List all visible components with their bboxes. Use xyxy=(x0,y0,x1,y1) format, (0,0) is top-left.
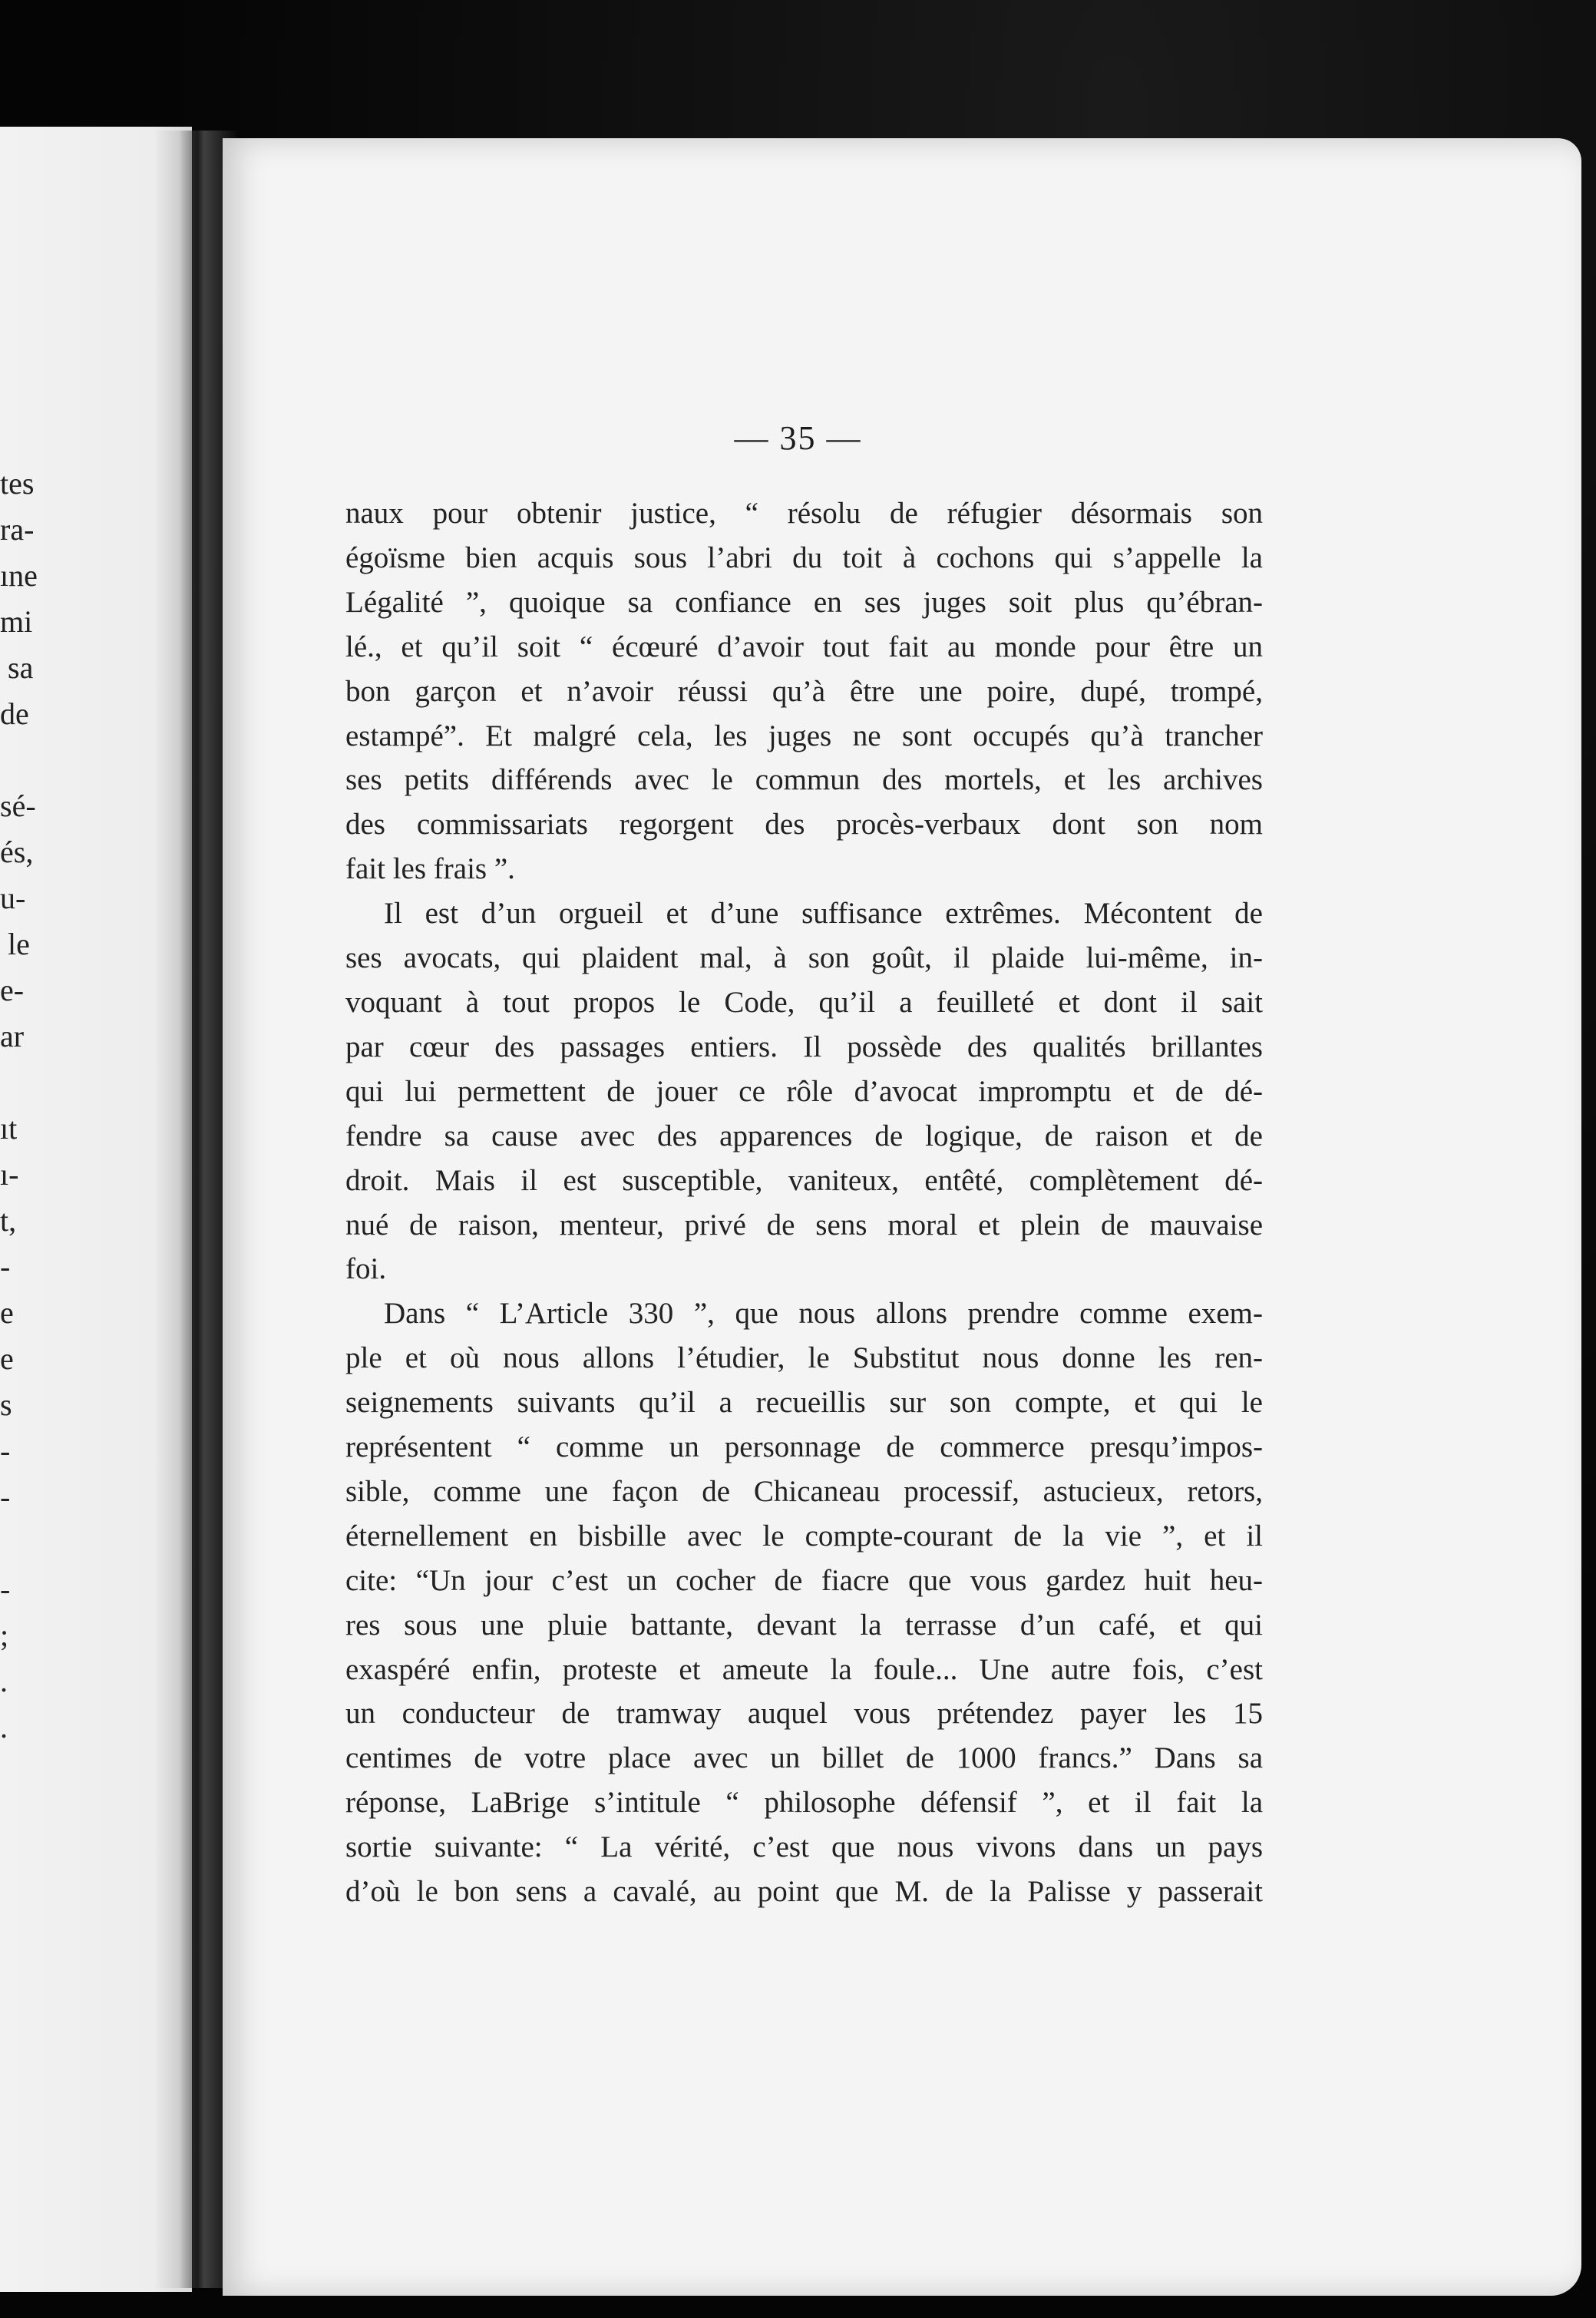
text-line: estampé”. Et malgré cela, les juges ne sont occupés qu’à trancher xyxy=(345,719,1263,752)
left-page-fragment: ıt xyxy=(0,1111,18,1146)
left-page-fragment: e xyxy=(0,1295,14,1330)
left-page-fragment: ıne xyxy=(0,558,38,593)
text-line: représentent “ comme un personnage de commerce presqu’impos- xyxy=(345,1430,1263,1464)
left-page-fragment: le xyxy=(8,927,30,961)
paragraph-2 xyxy=(345,891,1263,1291)
left-page-fragment: de xyxy=(0,696,29,731)
text-line: res sous une pluie battante, devant la terrasse d’un café, et qui xyxy=(345,1608,1263,1642)
page-number: — 35 — xyxy=(734,419,862,457)
text-line: sible, comme une façon de Chicaneau processif, astucieux, retors, xyxy=(345,1474,1263,1508)
text-line: lé., et qu’il soit “ écœuré d’avoir tout fait au monde pour être un xyxy=(345,630,1263,663)
text-line: un conducteur de tramway auquel vous prétendez payer les 15 xyxy=(345,1697,1263,1731)
text-line: ses petits différends avec le commun des mortels, et les archives xyxy=(345,763,1263,797)
text-line: sortie suivante: “ La vérité, c’est que nous vivons dans un pays xyxy=(345,1830,1263,1864)
left-page-fragment: t, xyxy=(0,1203,17,1238)
paragraph-1 xyxy=(345,491,1263,891)
left-page-fragment: - xyxy=(0,1480,11,1514)
text-line: d’où le bon sens a cavalé, au point que M. de la Palisse y passerait xyxy=(345,1875,1263,1909)
text-line: Légalité ”, quoique sa confiance en ses juges soit plus qu’ébran- xyxy=(345,585,1263,619)
text-line: exaspéré enfin, proteste et ameute la foule... Une autre fois, c’est xyxy=(345,1652,1263,1686)
text-line: Il est d’un orgueil et d’une suffisance extrêmes. Mécontent de xyxy=(384,897,1263,931)
left-page-fragment: ; xyxy=(0,1618,9,1652)
text-line: nué de raison, menteur, privé de sens moral et plein de mauvaise xyxy=(345,1208,1263,1242)
left-page-fragment: ı- xyxy=(0,1157,19,1192)
text-line: fait les frais ”. xyxy=(345,852,515,886)
text-line: ses avocats, qui plaident mal, à son goût, il plaide lui-même, in- xyxy=(345,941,1263,975)
left-page-fragment: - xyxy=(0,1572,11,1606)
left-page-fragment: e xyxy=(0,1341,14,1376)
left-page-fragment: mi xyxy=(0,604,33,639)
text-line: droit. Mais il est susceptible, vaniteux, entêté, complètement dé- xyxy=(345,1163,1263,1197)
left-page-fragment: ar xyxy=(0,1019,25,1053)
text-line: naux pour obtenir justice, “ résolu de réfugier désormais son xyxy=(345,497,1263,530)
left-page-fragment: . xyxy=(0,1664,8,1698)
left-page-fragment: s xyxy=(0,1387,12,1422)
left-page-fragment: sa xyxy=(8,650,34,685)
left-page-fragment: . xyxy=(0,1710,8,1744)
left-page-fragment: sé- xyxy=(0,789,36,823)
page-body-text xyxy=(345,491,1263,1914)
text-line: seignements suivants qu’il a recueillis sur son compte, et qui le xyxy=(345,1386,1263,1420)
text-line: foi. xyxy=(345,1252,387,1286)
text-line: Dans “ L’Article 330 ”, que nous allons prendre comme exem- xyxy=(384,1297,1263,1331)
left-page-fragment: tes xyxy=(0,466,35,501)
text-line: qui lui permettent de jouer ce rôle d’avocat impromptu et de dé- xyxy=(345,1074,1263,1108)
left-page-fragment: u- xyxy=(0,881,26,915)
left-page-fragment: e- xyxy=(0,973,25,1007)
text-line: égoïsme bien acquis sous l’abri du toit à cochons qui s’appelle la xyxy=(345,541,1263,574)
text-line: voquant à tout propos le Code, qu’il a feuilleté et dont il sait xyxy=(345,985,1263,1019)
text-line: par cœur des passages entiers. Il possède des qualités brillantes xyxy=(345,1030,1263,1063)
text-line: réponse, LaBrige s’intitule “ philosophe défensif ”, et il fait la xyxy=(345,1786,1263,1820)
text-line: des commissariats regorgent des procès-verbaux dont son nom xyxy=(345,808,1263,842)
left-page-fragment: - xyxy=(0,1249,11,1284)
left-page-fragment: - xyxy=(0,1433,11,1468)
text-line: éternellement en bisbille avec le compte-courant de la vie ”, et il xyxy=(345,1519,1263,1552)
paragraph-3 xyxy=(345,1291,1263,1914)
text-line: centimes de votre place avec un billet de 1000 francs.” Dans sa xyxy=(345,1741,1263,1775)
text-line: ple et où nous allons l’étudier, le Substitut nous donne les ren- xyxy=(345,1341,1263,1375)
text-line: cite: “Un jour c’est un cocher de fiacre que vous gardez huit heu- xyxy=(345,1563,1263,1597)
left-page-fragment: és, xyxy=(0,835,34,869)
text-line: fendre sa cause avec des apparences de logique, de raison et de xyxy=(345,1119,1263,1152)
left-page-fragment: ra- xyxy=(0,512,35,547)
text-line: bon garçon et n’avoir réussi qu’à être une poire, dupé, trompé, xyxy=(345,674,1263,708)
